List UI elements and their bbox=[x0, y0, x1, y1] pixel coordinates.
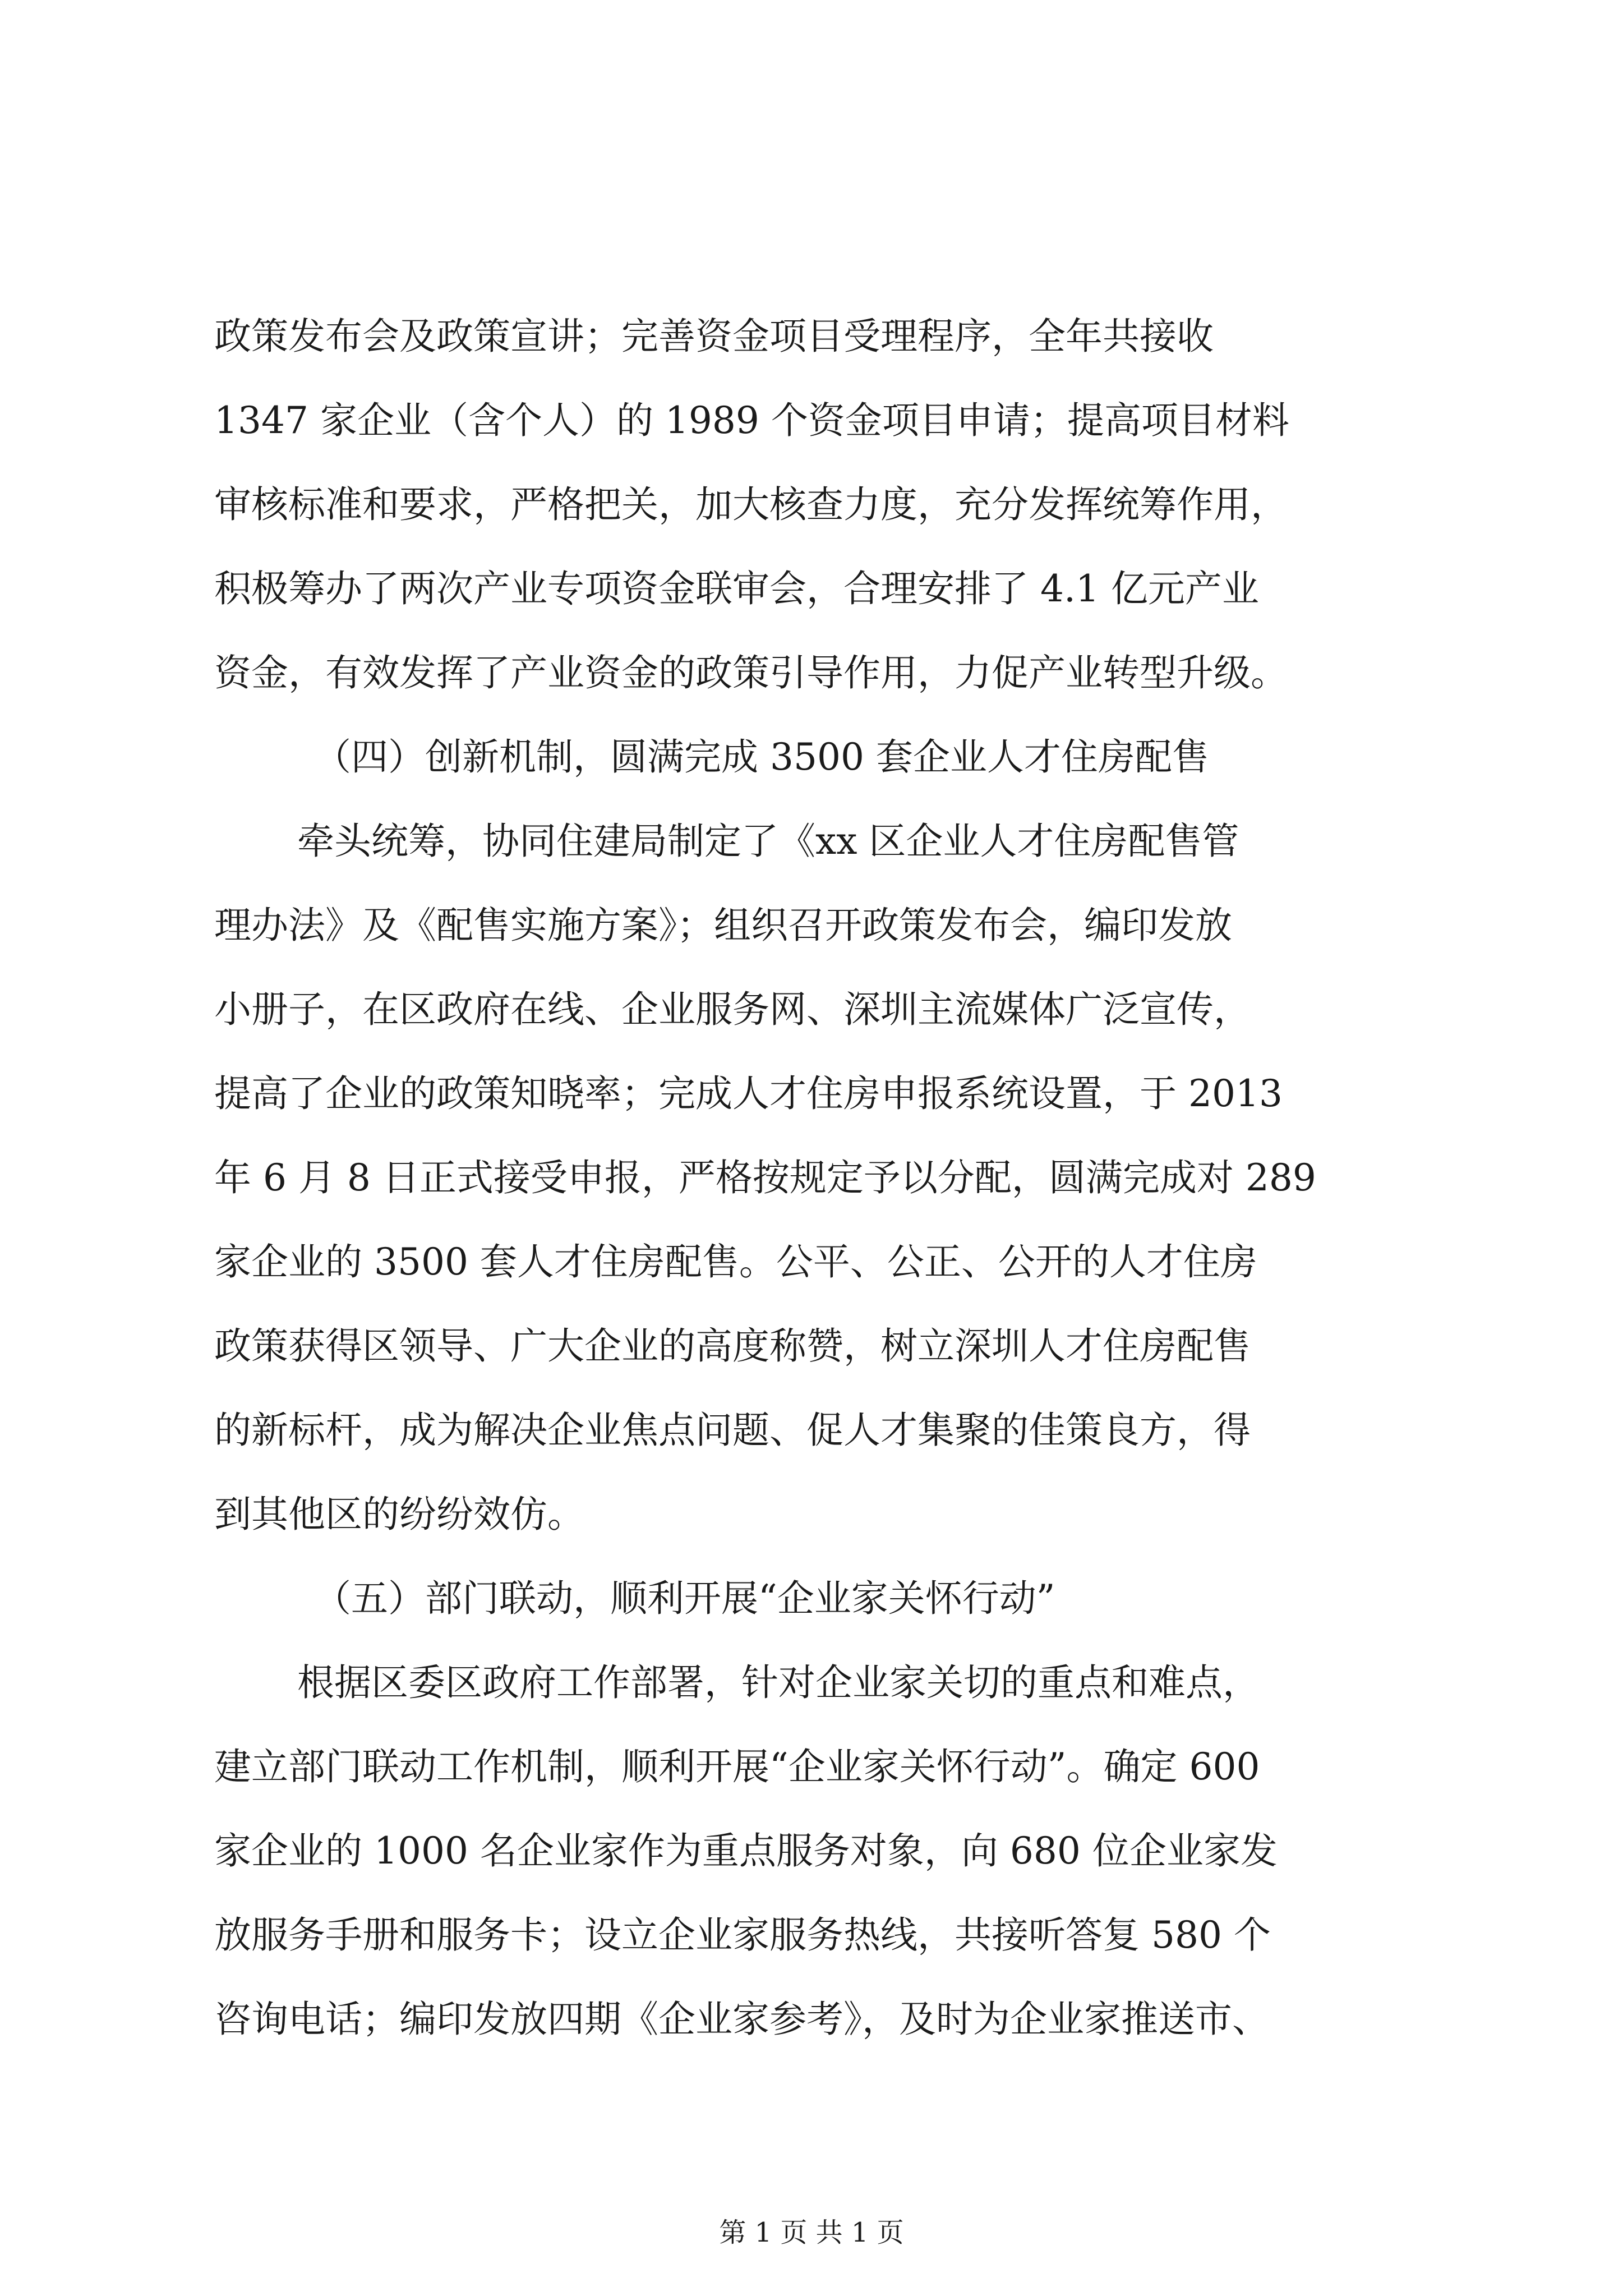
text-line: 家企业的 3500 套人才住房配售。公平、公正、公开的人才住房 bbox=[214, 1240, 1257, 1283]
text-line: 资金，有效发挥了产业资金的政策引导作用，力促产业转型升级。 bbox=[214, 651, 1288, 694]
text-line: 政策发布会及政策宣讲；完善资金项目受理程序，全年共接收 bbox=[214, 315, 1214, 358]
section-heading: （五）部门联动，顺利开展“企业家关怀行动” bbox=[314, 1577, 1055, 1620]
page-number-footer: 第 1 页 共 1 页 bbox=[719, 2217, 904, 2248]
text-line: 小册子，在区政府在线、企业服务网、深圳主流媒体广泛宣传， bbox=[214, 988, 1251, 1031]
text-line: 牵头统筹，协同住建局制定了《xx 区企业人才住房配售管 bbox=[297, 820, 1239, 863]
text-line: 咨询电话；编印发放四期《企业家参考》，及时为企业家推送市、 bbox=[214, 1998, 1269, 2041]
section-heading: （四）创新机制，圆满完成 3500 套企业人才住房配售 bbox=[314, 735, 1209, 779]
text-line: 积极筹办了两次产业专项资金联审会，合理安排了 4.1 亿元产业 bbox=[214, 567, 1259, 610]
text-line: 审核标准和要求，严格把关，加大核查力度，充分发挥统筹作用， bbox=[214, 483, 1288, 526]
text-line: 政策获得区领导、广大企业的高度称赞，树立深圳人才住房配售 bbox=[214, 1324, 1251, 1368]
text-line: 1347 家企业（含个人）的 1989 个资金项目申请；提高项目材料 bbox=[214, 399, 1289, 442]
text-line: 放服务手册和服务卡；设立企业家服务热线，共接听答复 580 个 bbox=[214, 1913, 1271, 1957]
text-line: 到其他区的纷纷效仿。 bbox=[214, 1493, 584, 1536]
text-line: 提高了企业的政策知晓率；完成人才住房申报系统设置，于 2013 bbox=[214, 1072, 1283, 1115]
text-line: 理办法》及《配售实施方案》；组织召开政策发布会，编印发放 bbox=[214, 904, 1232, 947]
text-line: 根据区委区政府工作部署，针对企业家关切的重点和难点， bbox=[297, 1661, 1260, 1704]
text-line: 的新标杆，成为解决企业焦点问题、促人才集聚的佳策良方，得 bbox=[214, 1409, 1251, 1452]
text-line: 建立部门联动工作机制，顺利开展“企业家关怀行动”。确定 600 bbox=[214, 1745, 1260, 1788]
text-line: 年 6 月 8 日正式接受申报，严格按规定予以分配，圆满完成对 289 bbox=[214, 1156, 1316, 1199]
text-line: 家企业的 1000 名企业家作为重点服务对象，向 680 位企业家发 bbox=[214, 1829, 1278, 1872]
